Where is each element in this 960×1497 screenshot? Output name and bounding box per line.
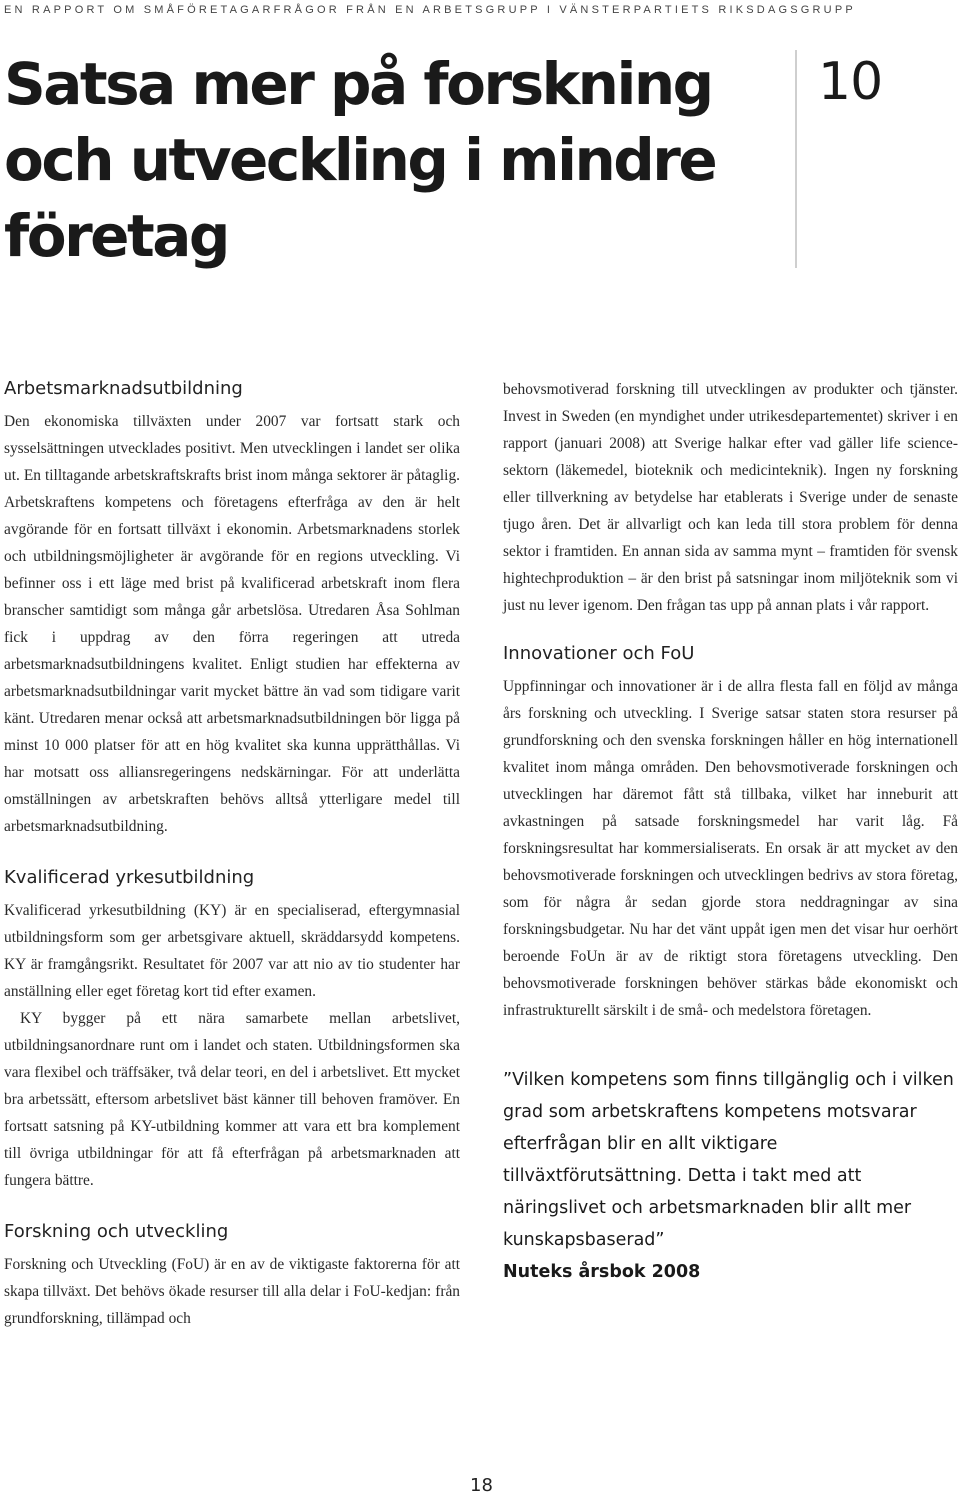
- paragraph-innovationer: Uppfinningar och innovationer är i de allra flesta fall en följd av många års forskning och utveckling. I Sverige satsar staten stora resurser på grundforskning och den svenska forskningen håller en hög internationell kvalitet inom många områden. Den behovsmotiverade forskningen och utvecklingen har däremot fått stå tillbaka, vilket har inneburit att avkastningen på satsade forskningsmedel har varit låg. Få forskningsresultat har kommersialiserats. En orsak är att mycket av den behovsmotiverade forskningen och utvecklingen bedrivs av stora företag, som för några år sedan gjorde stora neddragningar av sina forskningsbudgetar. Nu har det vänt uppåt igen men det visar hur oerhört beroende FoUn är av de riktigt stora företagens utveckling. Den behovsmotiverade forskningen behöver stärkas både ekonomiskt och infrastrukturellt särskilt i de små- och medelstora företagen.: [503, 678, 958, 1019]
- paragraph-ky-2: KY bygger på ett nära samarbete mellan arbetslivet, utbildningsanordnare runt om i landet och staten. Utbildningsformen ska vara flexibel och träffsäker, två delar teori, en del i arbetslivet. Ett mycket bra arbetssätt, eftersom arbetslivet bäst känner till behoven framöver. En fortsatt satsning på KY-utbildning kommer att vara ett bra komplement till övriga utbildningar för att få efterfrågan på arbetsmarknaden att fungera bättre.: [4, 1010, 460, 1189]
- paragraph-forskning-cont: behovsmotiverad forskning till utvecklingen av produkter och tjänster. Invest in Sweden (en myndighet under utrikesdepartementet) skriver i en rapport (januari 2008) att Sverige halkar efter vad gäller life science-sektorn (läkemedel, bioteknik och medicinteknik). Ingen ny forskning eller tillverkning av betydelse har etablerats i Sverige under de senaste tjugo åren. Det är allvarligt och kan leda till stora problem för denna sektor i framtiden. En annan sida av samma mynt – framtiden för svensk hightechproduktion – är den brist på satsningar inom miljöteknik som vi just nu lever igenom. Den frågan tas upp på annan plats i vår rapport.: [503, 381, 958, 614]
- chapter-number: 10: [818, 52, 883, 112]
- section-heading-ky: Kvalificerad yrkesutbildning: [4, 867, 255, 888]
- page-title: Satsa mer på forskning och utveckling i mindre företag: [4, 50, 716, 270]
- section-heading-forskning: Forskning och utveckling: [4, 1221, 229, 1242]
- running-header: EN RAPPORT OM SMÅFÖRETAGARFRÅGOR FRÅN EN ARBETSGRUPP I VÄNSTERPARTIETS RIKSDAGSGRUPP: [4, 4, 856, 16]
- paragraph-arbetsmarknad: Den ekonomiska tillväxten under 2007 var fortsatt stark och sysselsättningen utvecklades positivt. Men utvecklingen i landet ser olika ut. En tilltagande arbetskraftskrafts brist inom många sektorer är påtaglig. Arbetskraftens kompetens och företagens efterfråga av den är helt avgörande för en fortsatt tillväxt i ekonomin. Arbetsmarknadens storlek och utbildningsmöjligheter är avgörande för en regions utveckling. Vi befinner oss i ett läge med brist på kvalificerad arbetskraft inom flera branscher samtidigt som många går arbetslösa. Utredaren Åsa Sohlman fick i uppdrag av den förra regeringen att utreda arbetsmarknadsutbildningens kvalitet. Enligt studien har effekterna av arbetsmarknadsutbildningar varit mycket bättre än vad som tidigare varit känt. Utredaren menar också att arbetsmarknadsutbildningen bör ligga på minst 10 000 platser för att en hög kvalitet ska kunna upprätthållas. Vi har motsatt oss alliansregeringens nedskärningar. För att underlätta omställningen av arbetskraften behövs alltså ytterligare medel till arbetsmarknadsutbildning.: [4, 413, 460, 835]
- section-heading-innovationer: Innovationer och FoU: [503, 643, 695, 664]
- left-column: [4, 376, 460, 1332]
- right-column: [503, 376, 958, 1288]
- pull-quote-text: ”Vilken kompetens som finns tillgänglig och i vilken grad som arbetskraftens kompetens motsvarar efterfrågan blir en allt viktigare tillväxtförutsättning. Detta i takt med att näringslivet och arbetsmarknaden blir allt mer kunskapsbaserad”: [503, 1070, 954, 1250]
- paragraph-ky-1: Kvalificerad yrkesutbildning (KY) är en specialiserad, eftergymnasial utbildningsform som ger arbetsgivare aktuell, skräddarsydd kompetens. KY är framgångsrikt. Resultatet för 2007 var att nio av tio studenter har anställning eller eget företag kort tid efter examen.: [4, 902, 460, 1000]
- vertical-divider: [795, 50, 797, 268]
- paragraph-forskning: Forskning och Utveckling (FoU) är en av de viktigaste faktorerna för att skapa tillväxt. Det behövs ökade resurser till alla delar i FoU-kedjan: från grundforskning, tillämpad och: [4, 1256, 460, 1327]
- section-heading-arbetsmarknad: Arbetsmarknadsutbildning: [4, 378, 243, 399]
- page-number: 18: [470, 1475, 493, 1496]
- pull-quote: [503, 1064, 958, 1288]
- pull-quote-source: Nuteks årsbok 2008: [503, 1262, 701, 1282]
